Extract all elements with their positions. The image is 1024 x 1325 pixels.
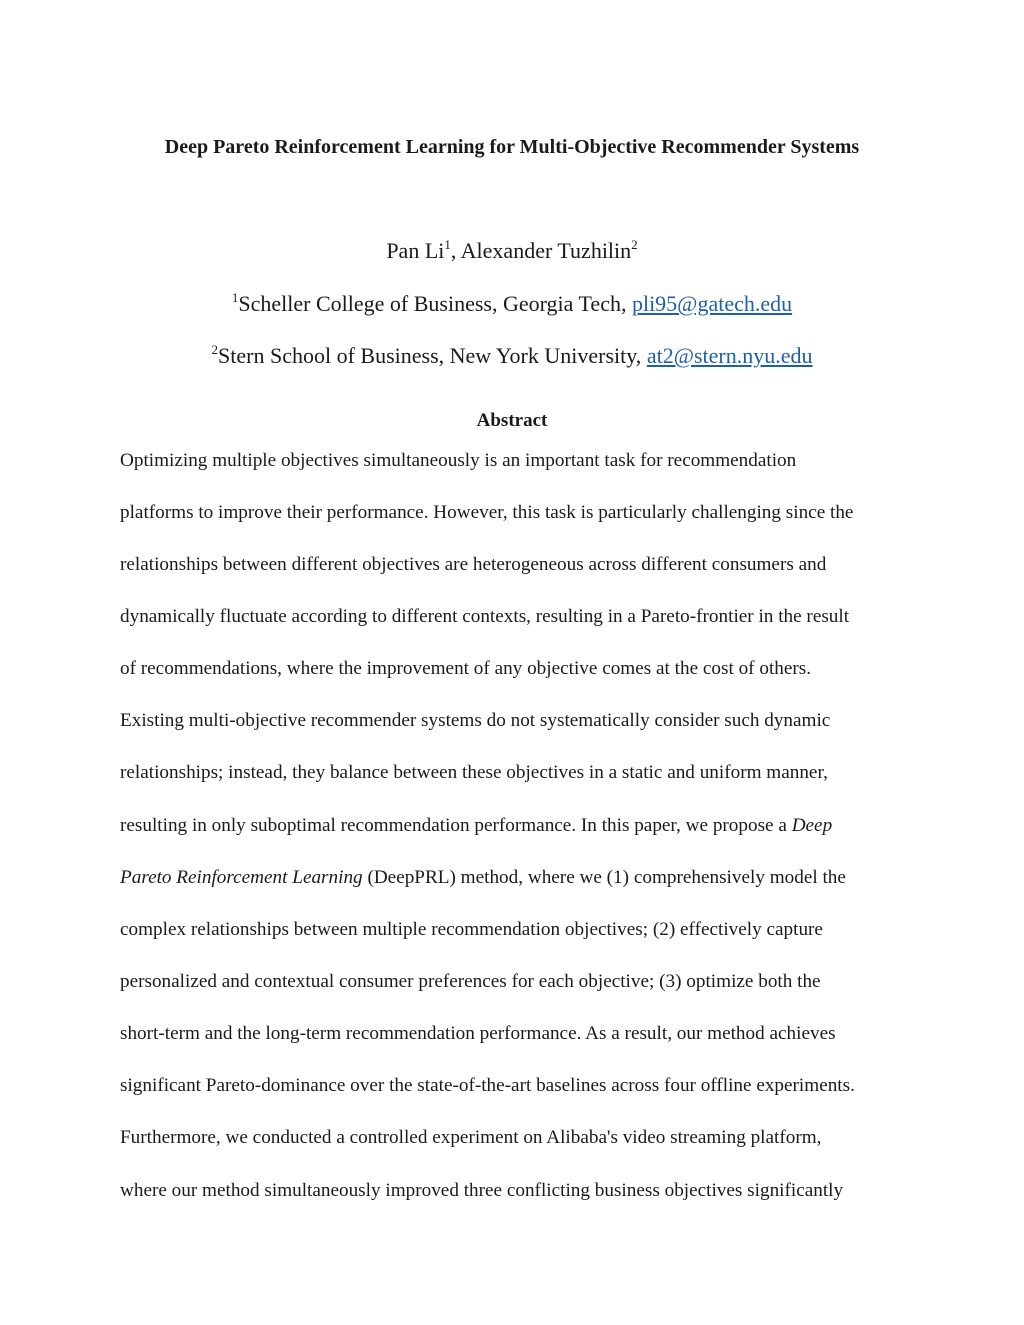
abstract-line: platforms to improve their performance. However, this task is particularly challenging since the xyxy=(120,502,854,523)
abstract-heading: Abstract xyxy=(476,410,548,431)
abstract-line: relationships; instead, they balance between these objectives in a static and uniform manner, xyxy=(120,762,828,783)
author-alexander-tuzhilin: Alexander Tuzhilin xyxy=(460,238,632,263)
affiliation2-text: Stern School of Business, New York University, xyxy=(218,343,647,368)
abstract-line: Existing multi-objective recommender systems do not systematically consider such dynamic xyxy=(120,710,831,731)
abstract-line: Furthermore, we conducted a controlled experiment on Alibaba's video streaming platform, xyxy=(120,1127,822,1148)
abstract-line xyxy=(120,866,846,890)
abstract-line: of recommendations, where the improvement of any objective comes at the cost of others. xyxy=(120,658,812,679)
author-line xyxy=(0,236,1024,266)
paper-title: Deep Pareto Reinforcement Learning for Multi-Objective Recommender Systems xyxy=(164,136,860,158)
affiliation-georgia-tech xyxy=(0,289,1024,319)
author-pan-li: Pan Li xyxy=(386,238,445,263)
abstract-line-text: resulting in only suboptimal recommendation performance. In this paper, we propose a xyxy=(120,815,792,836)
author1-affiliation-mark: 1 xyxy=(444,237,451,252)
abstract-line: significant Pareto-dominance over the state-of-the-art baselines across four offline experiments. xyxy=(120,1075,855,1096)
email-link-pli95[interactable]: pli95@gatech.edu xyxy=(631,291,793,316)
affiliation1-text: Scheller College of Business, Georgia Tech, xyxy=(238,291,632,316)
abstract-line: personalized and contextual consumer preferences for each objective; (3) optimize both the xyxy=(120,971,821,992)
author-separator: , xyxy=(450,238,461,263)
author2-affiliation-mark: 2 xyxy=(631,237,638,252)
affiliation2-mark: 2 xyxy=(211,342,219,357)
abstract-line-text: (DeepPRL) method, where we (1) comprehensively model the xyxy=(362,867,846,888)
method-name-italic: Pareto Reinforcement Learning xyxy=(120,867,363,888)
abstract-line: dynamically fluctuate according to different contexts, resulting in a Pareto-frontier in the result xyxy=(120,606,850,627)
abstract-line: complex relationships between multiple recommendation objectives; (2) effectively capture xyxy=(120,919,823,940)
abstract-line: relationships between different objectives are heterogeneous across different consumers and xyxy=(120,554,827,575)
abstract-line xyxy=(120,814,832,838)
affiliation-nyu-stern xyxy=(0,341,1024,371)
abstract-line: Optimizing multiple objectives simultaneously is an important task for recommendation xyxy=(120,450,797,471)
abstract-line: where our method simultaneously improved three conflicting business objectives significantly xyxy=(120,1180,844,1201)
affiliation1-mark: 1 xyxy=(231,290,239,305)
abstract-line: short-term and the long-term recommendation performance. As a result, our method achieves xyxy=(120,1023,836,1044)
email-link-at2[interactable]: at2@stern.nyu.edu xyxy=(646,343,813,368)
method-name-italic: Deep xyxy=(791,815,833,836)
